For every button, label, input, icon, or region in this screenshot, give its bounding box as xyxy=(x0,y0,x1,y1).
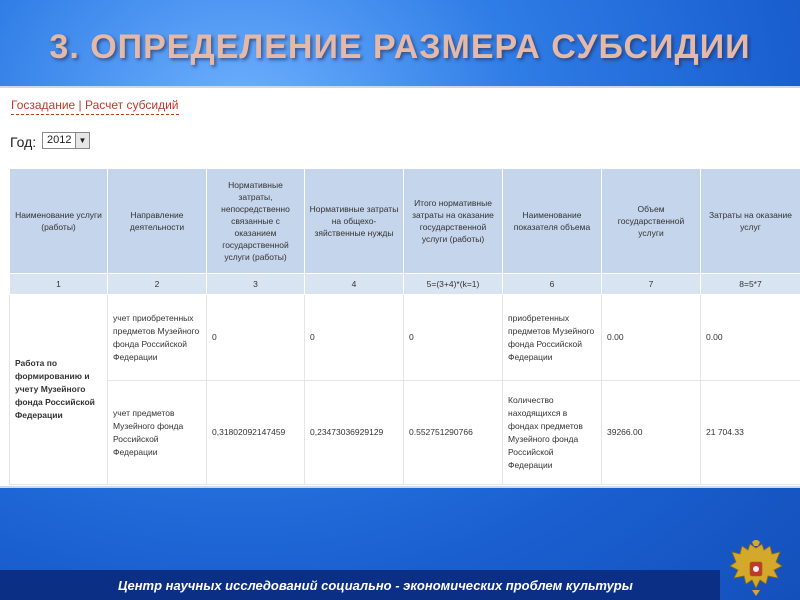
russian-coat-of-arms-icon xyxy=(726,540,786,600)
chevron-down-icon[interactable]: ▼ xyxy=(75,133,89,148)
general-costs-cell: 0,23473036929129 xyxy=(305,381,404,485)
year-label: Год: xyxy=(10,134,37,150)
direction-cell: учет предметов Музейного фонда Российской Федерации xyxy=(108,381,207,485)
expenses-cell: 0.00 xyxy=(701,295,800,381)
column-number: 5=(3+4)*(k=1) xyxy=(404,274,503,295)
column-number: 3 xyxy=(207,274,305,295)
indicator-cell: приобретенных предметов Музейного фонда Российской Федерации xyxy=(503,295,602,381)
total-costs-cell: 0.552751290766 xyxy=(404,381,503,485)
table-row xyxy=(10,295,800,381)
volume-cell: 39266.00 xyxy=(602,381,701,485)
column-header: Нормативные затраты, непосредственно связанные с оказанием государственной услуги (работы) xyxy=(207,169,305,274)
general-costs-cell: 0 xyxy=(305,295,404,381)
breadcrumb[interactable]: Госзадание | Расчет субсидий xyxy=(11,98,179,115)
column-number: 2 xyxy=(108,274,207,295)
indicator-cell: Количество находящихся в фондах предметов Музейного фонда Российской Федерации xyxy=(503,381,602,485)
column-header: Направление деятельности xyxy=(108,169,207,274)
app-panel xyxy=(0,86,800,488)
slide-title: 3. ОПРЕДЕЛЕНИЕ РАЗМЕРА СУБСИДИИ xyxy=(49,28,751,66)
column-number: 6 xyxy=(503,274,602,295)
column-header: Затраты на оказание услуг xyxy=(701,169,800,274)
column-number: 8=5*7 xyxy=(701,274,800,295)
footer-text: Центр научных исследований социально - экономических проблем культуры xyxy=(118,578,633,593)
column-number: 7 xyxy=(602,274,701,295)
column-header: Объем государственной услуги xyxy=(602,169,701,274)
table-row xyxy=(10,381,800,485)
direct-costs-cell: 0 xyxy=(207,295,305,381)
subsidy-table xyxy=(9,168,800,485)
volume-cell: 0.00 xyxy=(602,295,701,381)
total-costs-cell: 0 xyxy=(404,295,503,381)
table-header-row xyxy=(10,169,800,274)
year-select[interactable] xyxy=(42,132,90,149)
expenses-cell: 21 704.33 xyxy=(701,381,800,485)
column-number: 4 xyxy=(305,274,404,295)
year-select-value: 2012 xyxy=(47,134,72,146)
direct-costs-cell: 0,31802092147459 xyxy=(207,381,305,485)
direction-cell: учет приобретенных предметов Музейного фонда Российской Федерации xyxy=(108,295,207,381)
column-header: Наименование услуги (работы) xyxy=(10,169,108,274)
column-number-row xyxy=(10,274,800,295)
column-header: Итого нормативные затраты на оказание государственной услуги (работы) xyxy=(404,169,503,274)
service-name-cell: Работа по формированию и учету Музейного фонда Российской Федерации xyxy=(10,295,108,485)
column-number: 1 xyxy=(10,274,108,295)
column-header: Нормативные затраты на общехо-зяйственные нужды xyxy=(305,169,404,274)
column-header: Наименование показателя объема xyxy=(503,169,602,274)
